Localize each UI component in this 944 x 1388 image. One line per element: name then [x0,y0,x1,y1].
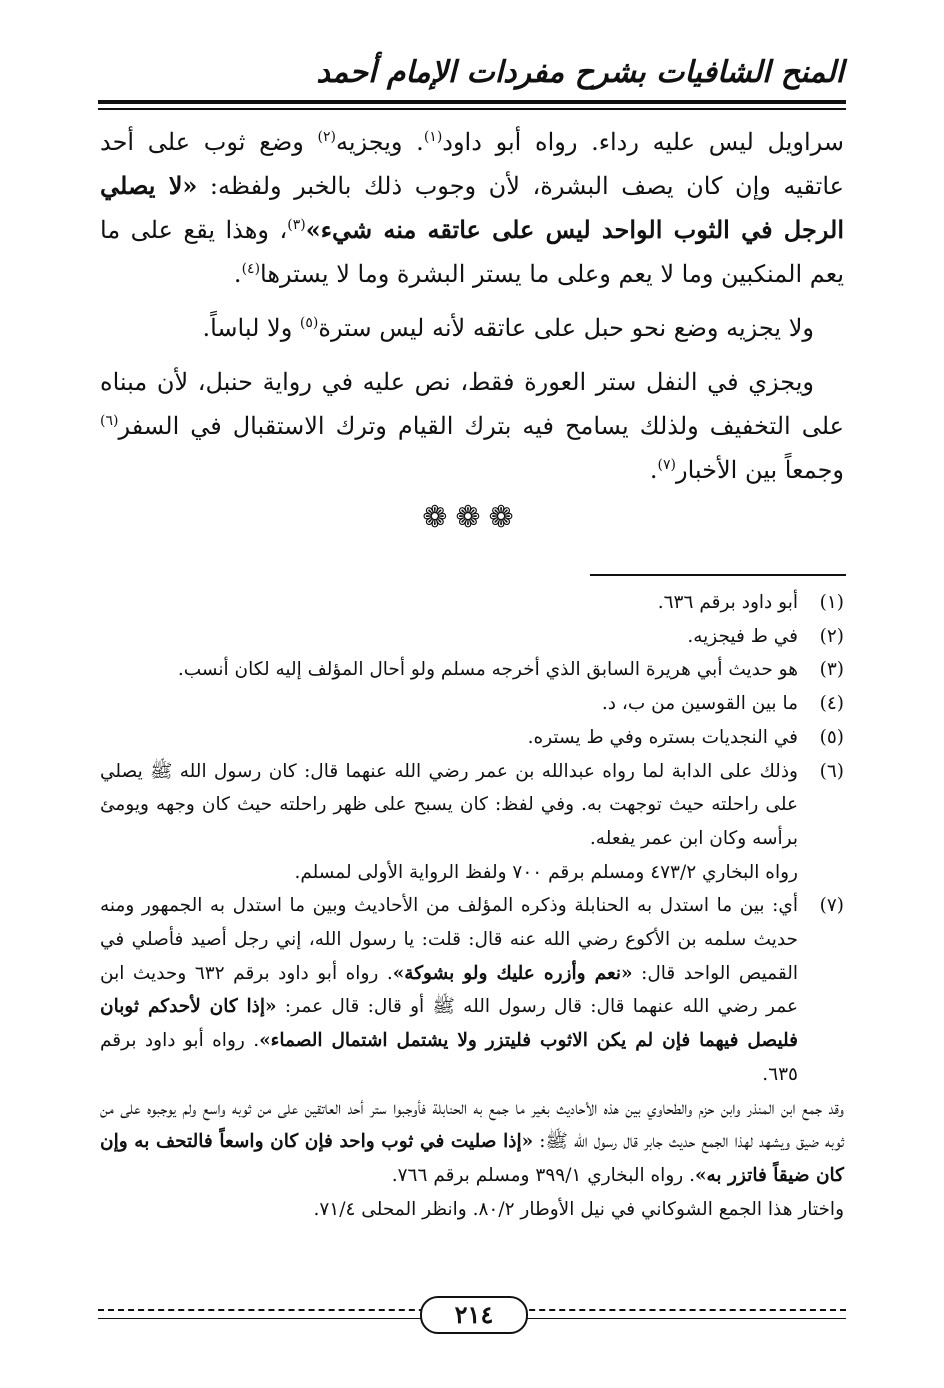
text-run: وضع ثوب على أحد عاتقيه وإن كان يصف البشرة، لأن وجوب ذلك بالخبر ولفظه: [100,128,844,200]
hadith-quote: «إذا صليت في ثوب واحد فإن كان واسعاً فالتحف به وإن كان ضيقاً فاتزر به» [100,1131,844,1186]
text-run: ، وهذا يقع على ما يعم المنكبين وما لا يعم وعلى ما يستر البشرة وما لا يسترها [100,216,844,288]
footnote-7-final: واختار هذا الجمع الشوكاني في نيل الأوطار ٨٠/٢. وانظر المحلى ٧١/٤. [313,1198,844,1220]
text-run: ولا لباساً. [202,314,300,342]
footnote-text: في ط فيجزيه. [687,625,798,647]
footnote-text: أبو داود برقم ٦٣٦. [657,592,798,613]
header-rule-thick [98,100,846,104]
footnote-7-continuation [100,1092,844,1193]
text-run: ولا يجزيه وضع نحو حبل على عاتقه لأنه ليس سترة [318,314,814,342]
footnote-ref-4: (٤) [241,261,261,277]
footnote-number: (٤) [819,693,844,715]
text-run: . رواه أبو داود برقم ٦٣٢ وحديث ابن عمر رضي الله عنهما قال: قال رسول الله ﷺ أو قال: قال عمر: [100,962,798,1018]
footnote-ref-3: (٣) [287,217,306,233]
footnote-1 [100,586,844,620]
text-run: . رواه أبو داود برقم ٦٣٥. [100,1030,798,1085]
footnote-ref-7: (٧) [657,457,677,473]
hadith-quote: «لا يصلي الرجل في الثوب الواحد ليس على عاتقه منه شيء» [100,171,844,244]
footnote-5 [100,721,844,755]
footnote-number: (٧) [819,895,844,917]
footnote-number: (١) [819,592,844,613]
footnote-2 [100,620,844,654]
hadith-quote: «نعم وأزره عليك ولو بشوكة» [392,962,633,984]
text-run: . ويجزيه [335,128,424,156]
text-run: أي: بين ما استدل به الحنابلة وذكره المؤلف من الأحاديث وبين ما استدل به الجمهور ومنه حديث سلمه بن الأكوع رضي الله عنه قال: قلت: يا رسول الله، إني رجل أصيد فأصلي في القميص الواحد قال: [100,895,799,984]
footnote-text [100,889,798,1091]
section-separator: ❁❁❁ [422,500,522,535]
main-text [100,120,844,502]
footnote-ref-2: (٢) [317,129,336,145]
text-run: . رواه البخاري ٣٩٩/١ ومسلم برقم ٧٦٦. [391,1164,695,1186]
footnote-text: وذلك على الدابة لما رواه عبدالله بن عمر رضي الله عنهما قال: كان رسول الله ﷺ يصلي على راحلته حيث توجهت به. وفي لفظ: كان يسبح على ظهر راحلته حيث كان وجهه ويومئ برأسه وكان ابن عمر يفعله. [100,760,798,849]
text-run: ويجزي في النفل ستر العورة فقط، نص عليه في رواية حنبل، لأن مبناه على التخفيف ولذلك يسامح فيه بترك القيام وترك الاستقبال في السفر [100,368,845,440]
text-run: وجمعاً بين الأخبار [676,456,844,484]
footnote-number: (٢) [819,625,844,647]
footnote-6 [100,755,844,856]
paragraph-1 [100,120,844,296]
text-run: . [233,260,242,288]
text-run: وقد جمع ابن المنذر وابن حزم والطحاوي بين هذه الأحاديث بغير ما جمع به الحنابلة فأوجبوا ستر أحد العاتقين على من ثوبه واسع ولم يوجبوه على من ثوبه ضيق ويشهد لهذا الجمع حديث جابر قال رسول الله ﷺ: [100,1097,845,1153]
footnote-text: في النجديات بستره وفي ط يستره. [527,726,798,748]
page-number: ٢١٤ [420,1296,528,1334]
footnote-ref-1: (١) [423,129,443,145]
footnote-text: ما بين القوسين من ب، د. [601,693,798,715]
footnote-4 [100,687,844,721]
footnote-number: (٥) [819,726,844,748]
footnotes [100,586,844,1226]
footnote-number: (٣) [819,659,844,681]
footnote-rule [590,574,846,576]
hadith-quote: «إذا كان لأحدكم ثوبان فليصل فيهما فإن لم يكن الاثوب فليتزر ولا يشتمل اشتمال الصماء» [100,996,799,1052]
footnote-ref-6: (٦) [100,413,119,429]
paragraph-2 [100,306,844,350]
text-run: . [649,456,658,484]
footnote-number: (٦) [819,760,844,782]
running-header-title: المنح الشافيات بشرح مفردات الإمام أحمد [316,55,844,90]
footnote-7 [100,889,844,1091]
footnote-3 [100,653,844,687]
header-rule-thin [98,108,846,110]
paragraph-3 [100,360,844,492]
footnote-text: هو حديث أبي هريرة السابق الذي أخرجه مسلم ولو أحال المؤلف إليه لكان أنسب. [177,659,798,681]
text-run: سراويل ليس عليه رداء. رواه أبو داود [442,128,844,156]
footnote-ref-5: (٥) [299,315,319,331]
footnote-6-source: رواه البخاري ٤٧٣/٢ ومسلم برقم ٧٠٠ ولفظ الرواية الأولى لمسلم. [294,861,798,883]
